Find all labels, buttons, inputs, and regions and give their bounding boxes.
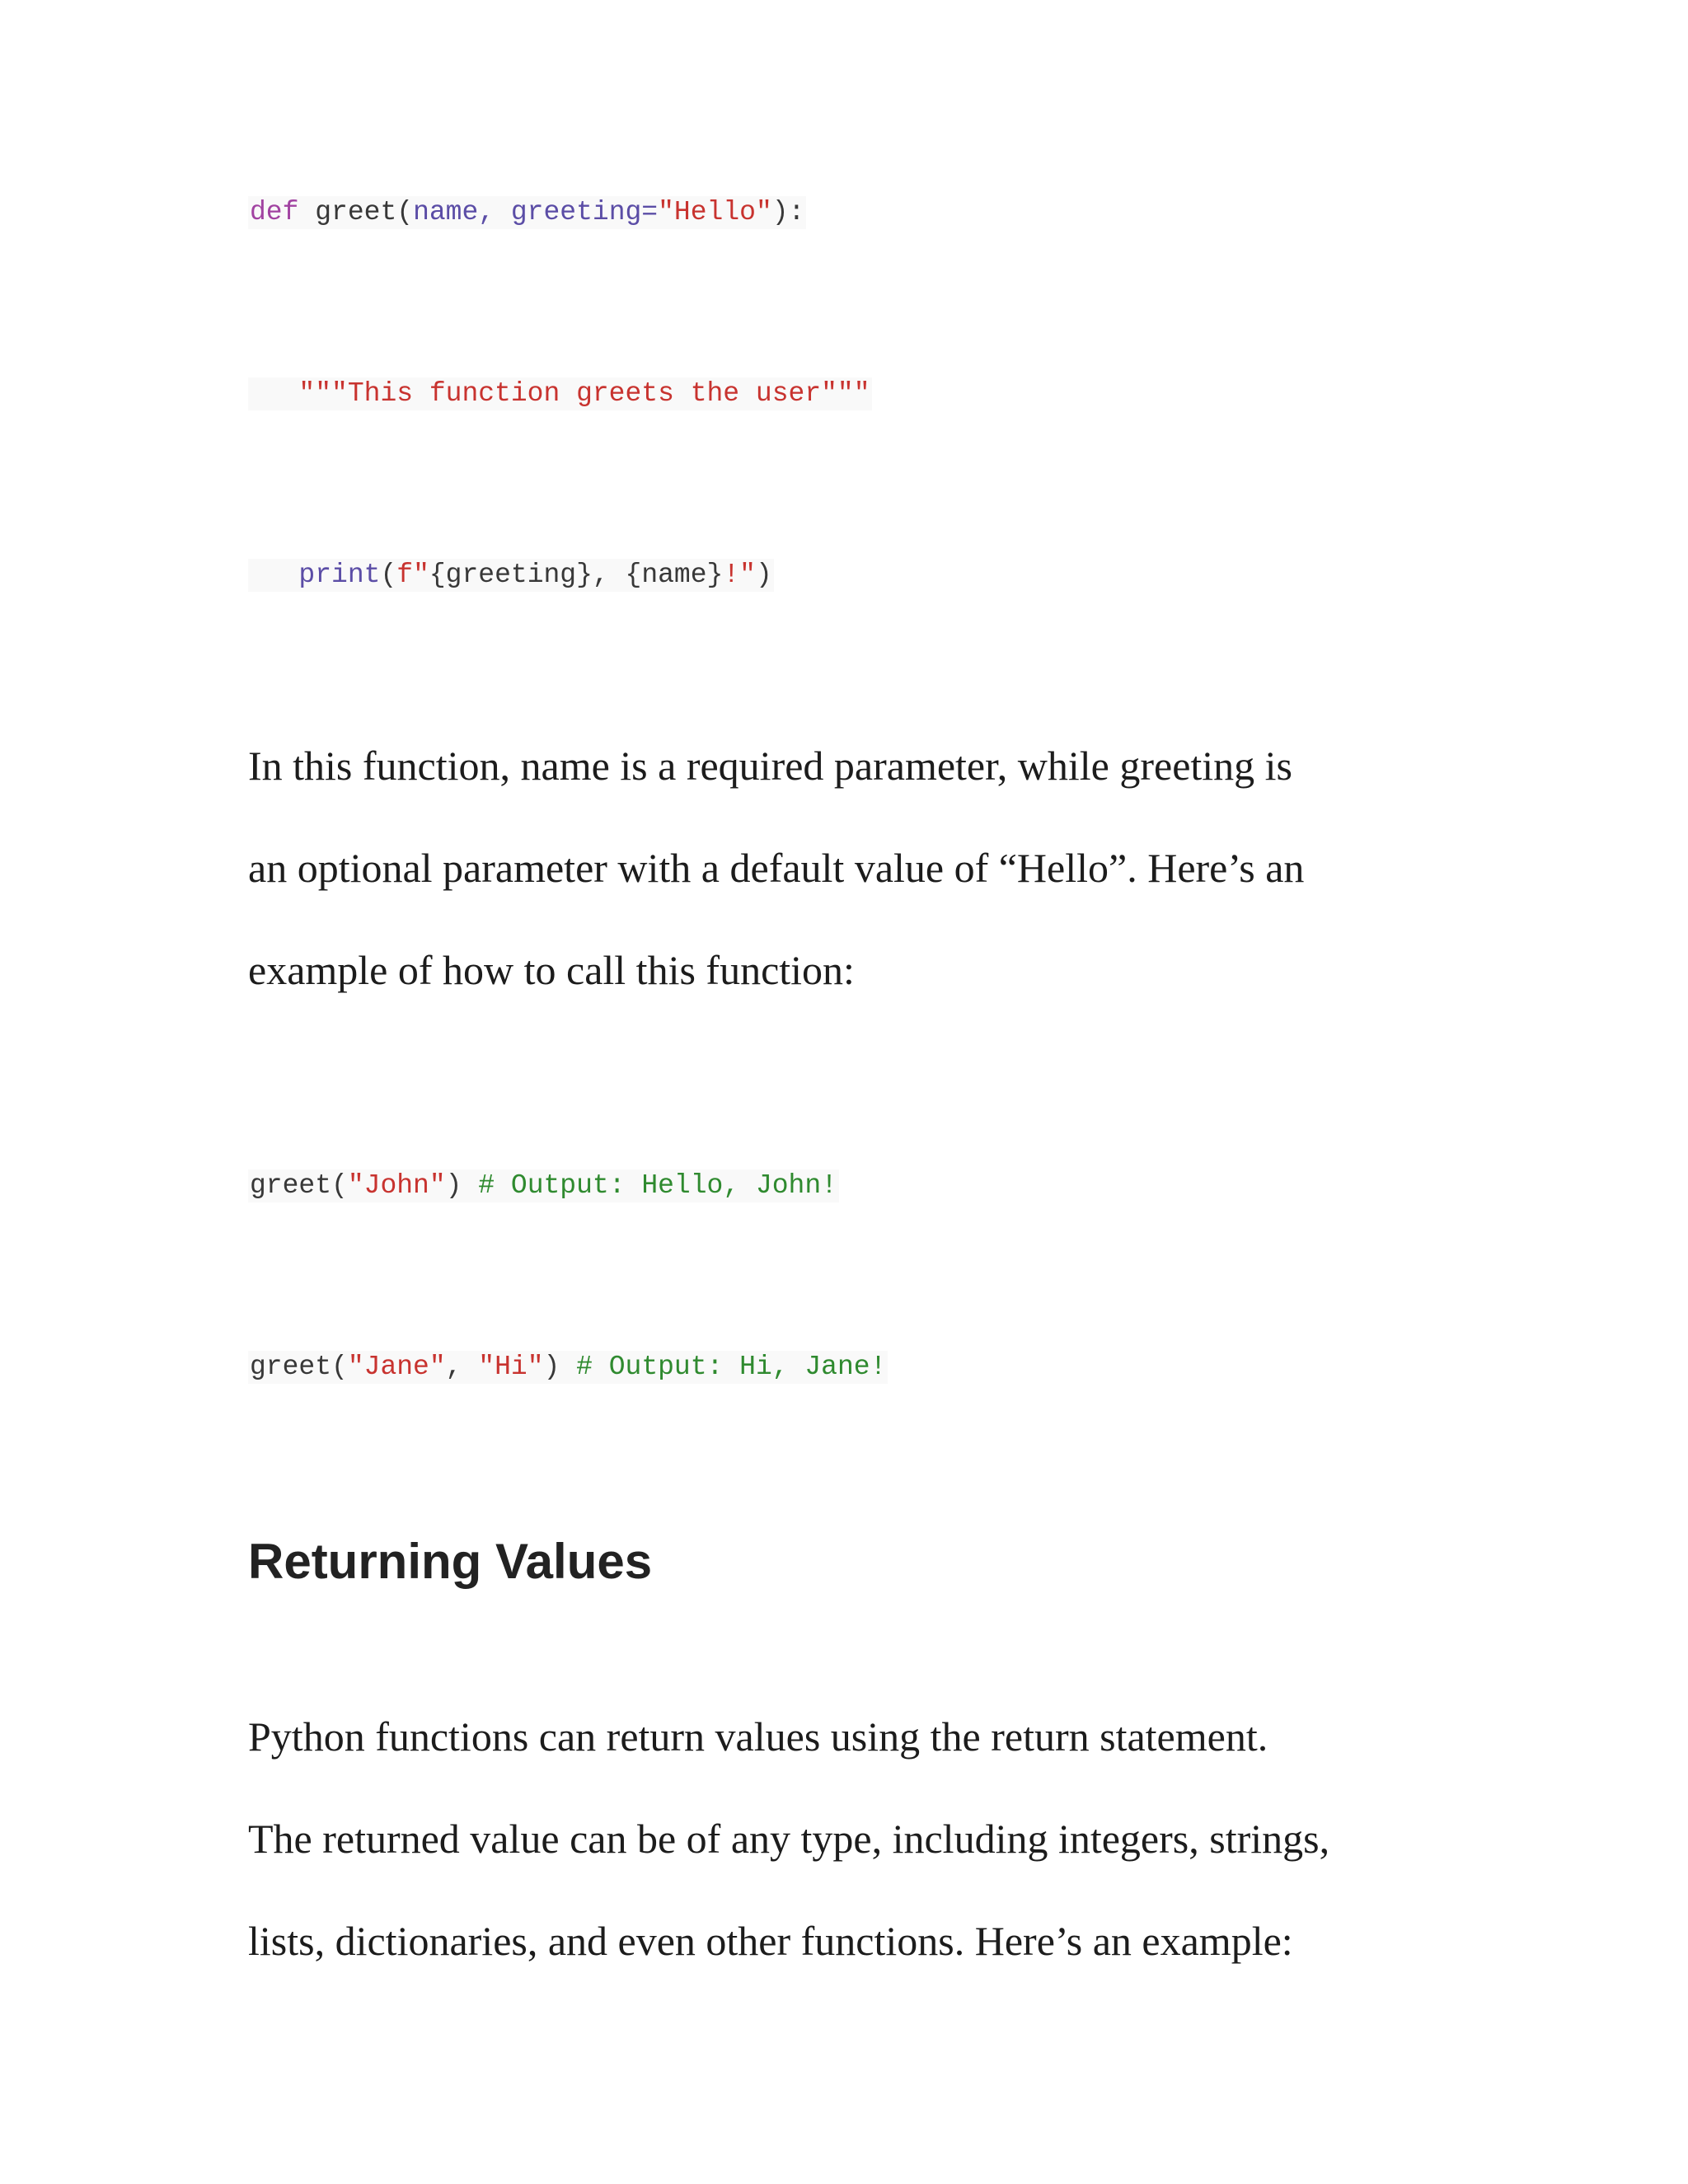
code-string-arg: "John" <box>347 1170 446 1201</box>
code-line-call-john <box>248 1169 839 1202</box>
code-paren: ) <box>445 1170 462 1201</box>
paragraph-line: Python functions can return values using the return statement. <box>248 1713 1268 1760</box>
code-indent <box>250 560 298 590</box>
code-params: name, greeting= <box>413 197 659 227</box>
code-separator: , <box>445 1352 479 1382</box>
code-fstring-body: {greeting}, {name} <box>429 560 724 590</box>
code-paren: ): <box>771 197 805 227</box>
body-paragraph <box>248 1685 1468 1992</box>
code-function-name: greet <box>250 1352 332 1382</box>
code-line-docstring <box>248 377 872 410</box>
code-default-string: "Hello" <box>658 197 772 227</box>
code-keyword: def <box>250 197 299 227</box>
code-indent <box>250 378 298 409</box>
code-function-name: greet <box>298 197 397 227</box>
paragraph-line: In this function, name is a required parameter, while greeting is <box>248 743 1293 789</box>
code-line-call-jane <box>248 1351 888 1384</box>
code-fstring-prefix: f" <box>396 560 429 590</box>
code-comment: # Output: Hi, Jane! <box>560 1352 887 1382</box>
code-paren: ) <box>755 560 772 590</box>
code-paren: ( <box>331 1170 348 1201</box>
code-line-print <box>248 559 774 592</box>
code-function-name: greet <box>250 1170 332 1201</box>
section-heading: Returning Values <box>248 1534 653 1589</box>
code-fstring-tail: !" <box>723 560 756 590</box>
paragraph-line: example of how to call this function: <box>248 947 855 993</box>
code-docstring: """This function greets the user""" <box>298 378 870 409</box>
code-paren: ( <box>380 560 397 590</box>
code-string-arg: "Hi" <box>478 1352 544 1382</box>
code-paren: ( <box>331 1352 348 1382</box>
code-comment: # Output: Hello, John! <box>462 1170 837 1201</box>
paragraph-line: an optional parameter with a default value of “Hello”. Here’s an <box>248 845 1305 891</box>
code-line-def <box>248 196 806 229</box>
code-builtin: print <box>298 560 381 590</box>
code-string-arg: "Jane" <box>347 1352 446 1382</box>
paragraph-line: lists, dictionaries, and even other functions. Here’s an example: <box>248 1918 1293 1964</box>
body-paragraph <box>248 715 1468 1021</box>
code-paren: ( <box>396 197 414 227</box>
paragraph-line: The returned value can be of any type, including integers, strings, <box>248 1816 1330 1862</box>
code-paren: ) <box>543 1352 560 1382</box>
